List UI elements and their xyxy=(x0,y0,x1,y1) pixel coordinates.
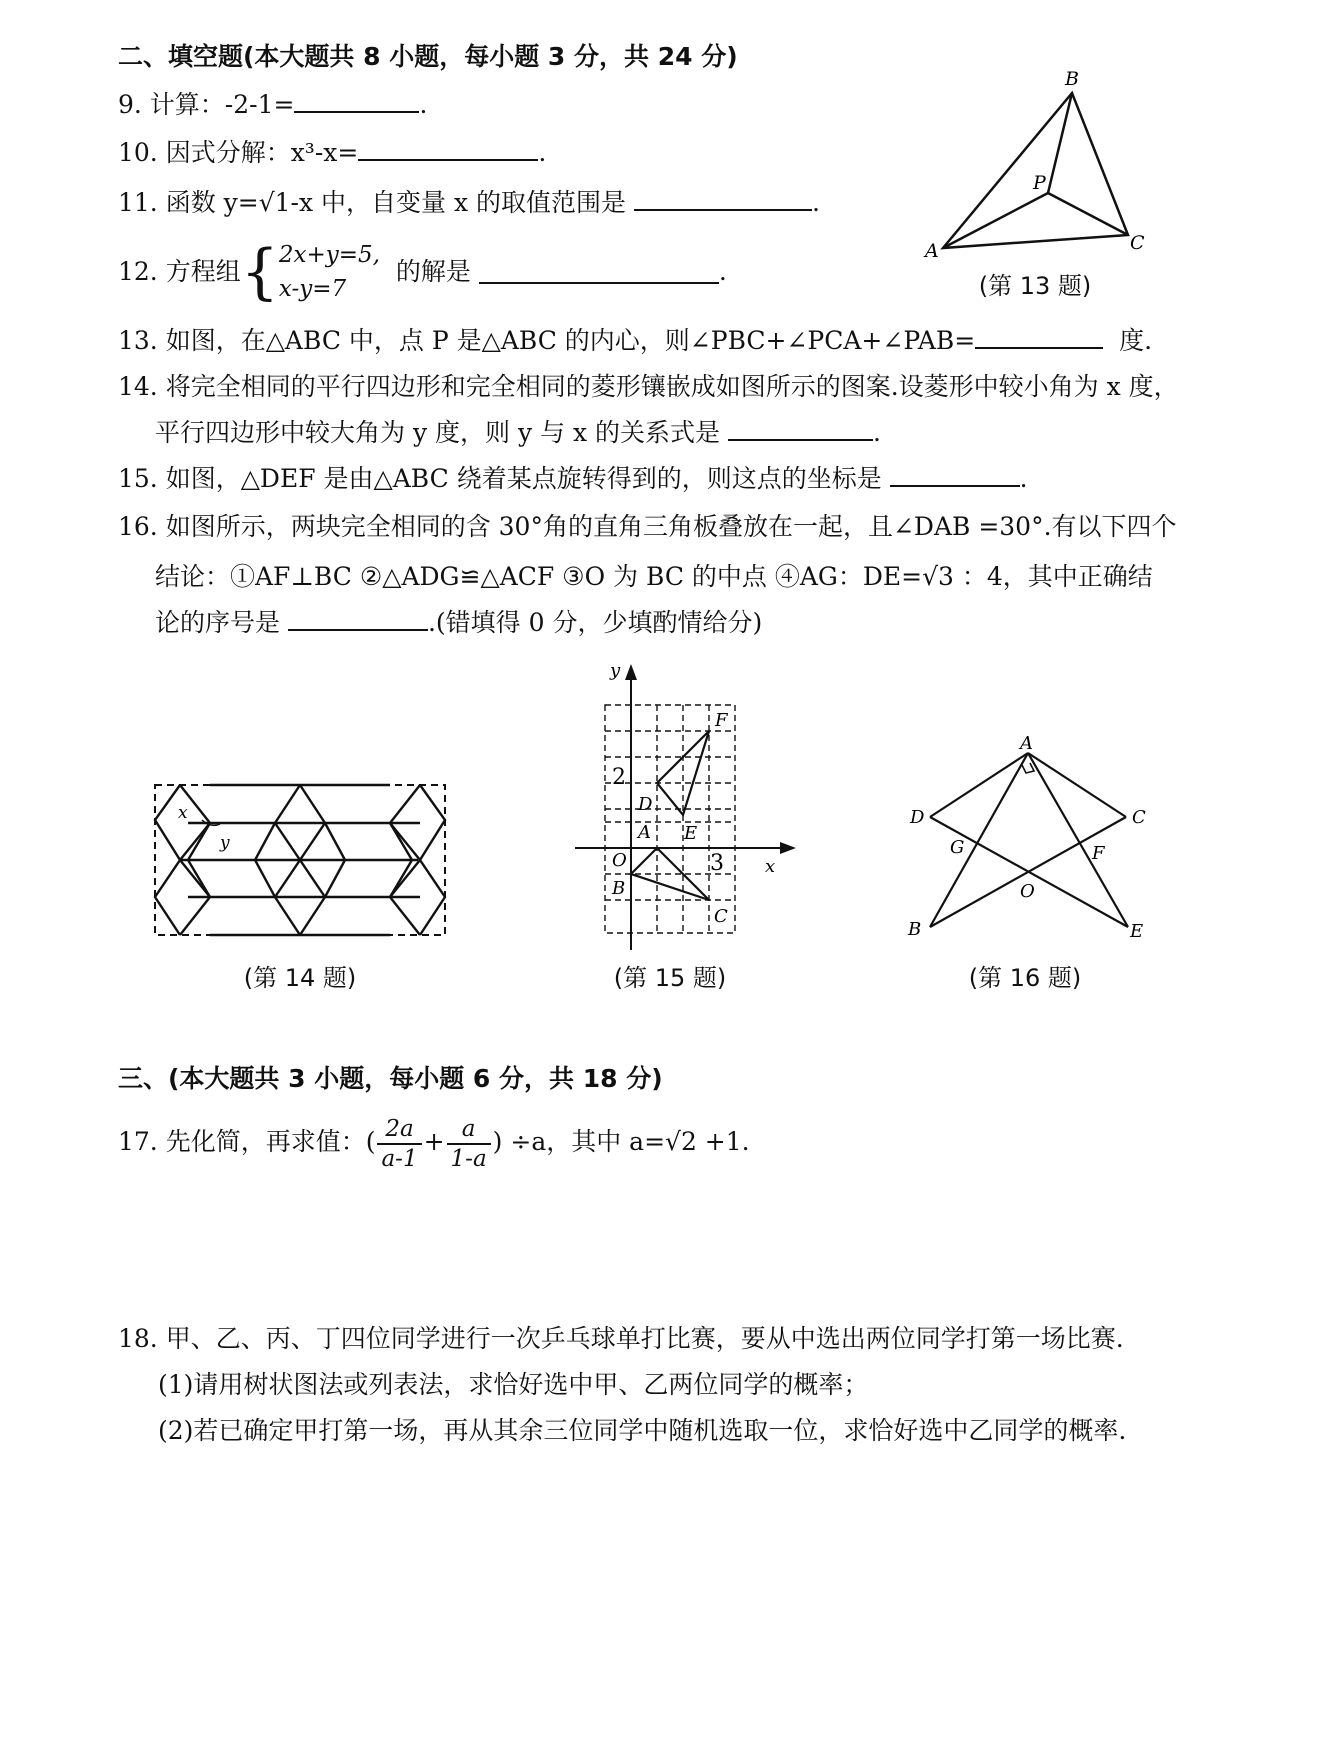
question-9 xyxy=(118,88,427,122)
question-16-line-1: 16. 如图所示，两块完全相同的含 30°角的直角三角板叠放在一起，且∠DAB =30°.有以下四个 xyxy=(118,512,1177,541)
figure-14-caption: (第 14 题) xyxy=(243,964,357,992)
question-11-end: . xyxy=(812,188,820,217)
equation-1: 2x+y=5, xyxy=(278,242,380,268)
question-14-line-2 xyxy=(155,416,881,450)
system-brace: { xyxy=(240,237,279,307)
fraction-2 xyxy=(447,1115,491,1173)
fraction-1-numerator: 2a xyxy=(377,1115,421,1145)
fraction-2-numerator: a xyxy=(447,1115,491,1145)
label-y-axis: y xyxy=(610,660,621,681)
question-14-line-1: 14. 将完全相同的平行四边形和完全相同的菱形镶嵌成如图所示的图案.设菱形中较小角为 x 度， xyxy=(118,372,1179,401)
label-F: F xyxy=(1092,843,1105,864)
question-18-line-1: 18. 甲、乙、丙、丁四位同学进行一次乒乓球单打比赛，要从中选出两位同学打第一场比赛. xyxy=(118,1324,1124,1353)
question-13-text: 13. 如图，在△ABC 中，点 P 是△ABC 的内心，则∠PBC+∠PCA+∠PAB= xyxy=(118,326,976,355)
label-A: A xyxy=(925,240,939,262)
label-E: E xyxy=(1130,921,1144,942)
answer-blank-10[interactable] xyxy=(358,137,538,161)
question-15-end: . xyxy=(1019,464,1028,493)
answer-blank-13[interactable] xyxy=(975,325,1103,349)
question-15-text: 15. 如图，△DEF 是由△ABC 绕着某点旋转得到的，则这点的坐标是 xyxy=(118,464,882,493)
question-17-suffix: ) ÷a，其中 a=√2 +1. xyxy=(492,1127,750,1156)
section-2-header: 二、填空题(本大题共 8 小题，每小题 3 分，共 24 分) xyxy=(118,42,738,71)
answer-blank-9[interactable] xyxy=(294,89,419,113)
figure-14 xyxy=(150,780,450,944)
fraction-1-denominator: a-1 xyxy=(381,1145,418,1172)
question-11-text: 11. 函数 y=√1-x 中，自变量 x 的取值范围是 xyxy=(118,188,627,217)
figure-15-caption: (第 15 题) xyxy=(613,964,727,992)
question-10 xyxy=(118,136,546,170)
label-2: 2 xyxy=(612,765,626,790)
question-9-text: 9. 计算：-2-1= xyxy=(118,90,295,119)
question-16-line-2: 结论：①AF⊥BC ②△ADG≌△ACF ③O 为 BC 的中点 ④AG：DE=√3 ：4，其中正确结 xyxy=(155,562,1153,591)
label-y: y xyxy=(220,833,230,853)
label-P: P xyxy=(1033,172,1046,194)
figure-14-diagram xyxy=(150,780,450,944)
question-14-text: 平行四边形中较大角为 y 度，则 y 与 x 的关系式是 xyxy=(155,418,721,447)
question-13 xyxy=(118,324,1152,358)
figure-13-diagram xyxy=(915,65,1155,265)
fraction-1 xyxy=(377,1115,421,1173)
question-12-suffix: 的解是 xyxy=(395,257,471,286)
label-O: O xyxy=(612,850,627,871)
label-O: O xyxy=(1020,881,1035,902)
label-D: D xyxy=(910,807,925,828)
answer-blank-15[interactable] xyxy=(890,463,1020,487)
figure-13-caption: (第 13 题) xyxy=(978,272,1092,300)
figure-16 xyxy=(900,735,1170,950)
question-16-line-3 xyxy=(155,606,762,640)
question-12 xyxy=(118,238,727,306)
label-F: F xyxy=(715,710,728,731)
label-A: A xyxy=(638,822,651,843)
label-C: C xyxy=(1132,807,1146,828)
question-16-text: 论的序号是 xyxy=(155,608,281,637)
figure-16-caption: (第 16 题) xyxy=(968,964,1082,992)
label-E: E xyxy=(684,823,698,844)
question-10-end: . xyxy=(538,138,547,167)
equation-system xyxy=(279,238,380,306)
question-12-end: . xyxy=(718,257,727,286)
label-x-axis: x xyxy=(765,856,776,877)
label-C: C xyxy=(714,906,728,927)
plus-sign: + xyxy=(423,1127,445,1156)
question-17-prefix: 17. 先化简，再求值：( xyxy=(118,1127,376,1156)
question-12-prefix: 12. 方程组 xyxy=(118,257,241,286)
question-14-end: . xyxy=(872,418,881,447)
label-B: B xyxy=(908,919,922,940)
fraction-2-denominator: 1-a xyxy=(450,1145,487,1172)
question-11 xyxy=(118,186,820,220)
question-18-part-2: (2)若已确定甲打第一场，再从其余三位同学中随机选取一位，求恰好选中乙同学的概率. xyxy=(158,1416,1127,1445)
question-16-note: .(错填得 0 分，少填酌情给分) xyxy=(427,608,763,637)
figure-13 xyxy=(915,65,1155,265)
answer-blank-11[interactable] xyxy=(634,187,812,211)
label-B: B xyxy=(1065,68,1079,90)
label-B: B xyxy=(612,878,626,899)
label-C: C xyxy=(1130,232,1145,254)
label-3: 3 xyxy=(710,851,724,876)
question-10-text: 10. 因式分解：x³-x= xyxy=(118,138,359,167)
question-17 xyxy=(118,1112,750,1173)
figure-15 xyxy=(560,650,820,960)
answer-blank-16[interactable] xyxy=(288,607,428,631)
question-15 xyxy=(118,462,1028,496)
label-A: A xyxy=(1020,735,1033,754)
label-G: G xyxy=(950,837,965,858)
label-D: D xyxy=(638,794,653,815)
label-x: x xyxy=(178,803,188,823)
question-13-end: 度. xyxy=(1119,326,1153,355)
section-3-header: 三、(本大题共 3 小题，每小题 6 分，共 18 分) xyxy=(118,1064,663,1093)
figure-16-diagram xyxy=(900,735,1170,950)
equation-2: x-y=7 xyxy=(278,276,347,302)
answer-blank-12[interactable] xyxy=(479,260,719,284)
figure-15-diagram xyxy=(560,650,820,960)
answer-blank-14[interactable] xyxy=(728,417,873,441)
question-18-part-1: (1)请用树状图法或列表法，求恰好选中甲、乙两位同学的概率； xyxy=(158,1370,869,1399)
question-9-end: . xyxy=(419,90,428,119)
